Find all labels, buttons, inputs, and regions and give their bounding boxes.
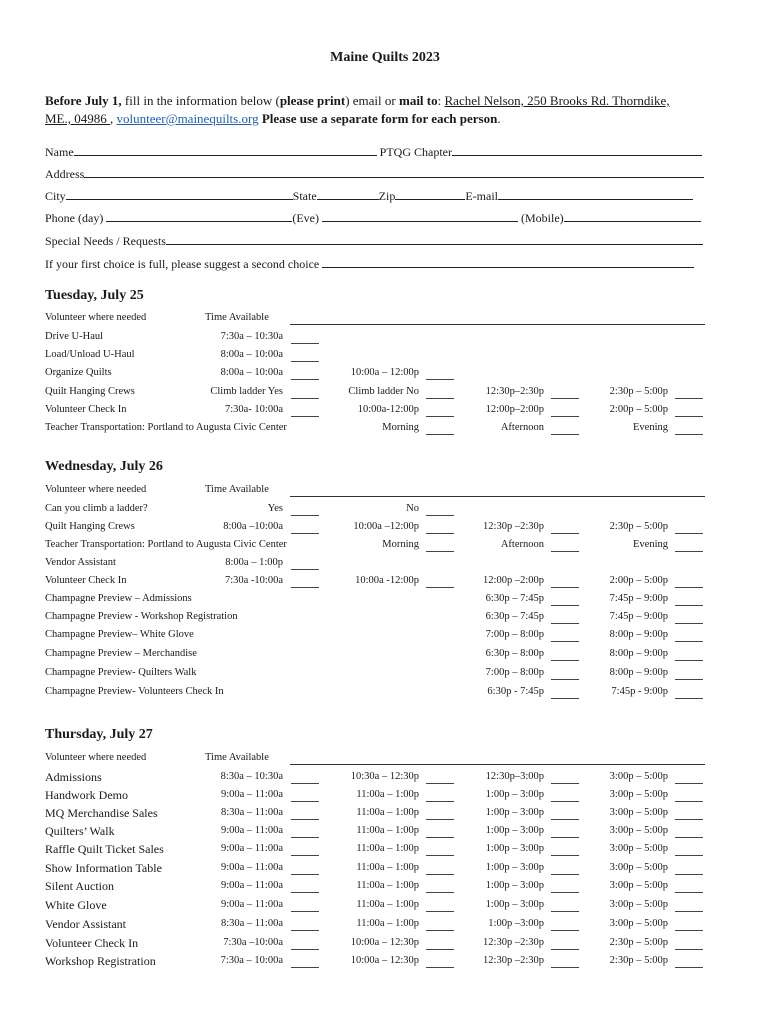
chapter-label: PTQG Chapter — [379, 145, 452, 159]
wednesday-signup-blank[interactable] — [426, 587, 454, 588]
thursday-row-label: White Glove — [45, 898, 107, 912]
wednesday-col-needed: Volunteer where needed — [45, 484, 147, 495]
city-field[interactable] — [66, 198, 293, 200]
wednesday-row-label: Volunteer Check In — [45, 575, 127, 586]
thursday-time-slot: 12:30p –2:30p — [483, 955, 544, 966]
intro-line-1 — [45, 92, 670, 110]
thursday-signup-blank[interactable] — [291, 801, 319, 802]
tuesday-signup-blank[interactable] — [426, 416, 454, 417]
tuesday-signup-blank[interactable] — [291, 398, 319, 399]
thursday-row-label: Show Information Table — [45, 861, 162, 875]
phone-row — [45, 211, 701, 226]
tuesday-signup-blank[interactable] — [551, 398, 579, 399]
wednesday-time-slot: 7:45p – 9:00p — [609, 611, 668, 622]
tuesday-row-label: Volunteer Check In — [45, 404, 127, 415]
thursday-time-slot: 3:00p – 5:00p — [609, 862, 668, 873]
thursday-col-time: Time Available — [205, 752, 269, 763]
name-row — [45, 145, 702, 160]
thursday-time-slot: 9:00a – 11:00a — [220, 862, 283, 873]
intro-text: : — [437, 93, 445, 108]
tuesday-time-slot: Afternoon — [500, 422, 544, 433]
thursday-signup-blank[interactable] — [426, 837, 454, 838]
page-title: Maine Quilts 2023 — [330, 50, 440, 65]
thursday-time-slot: 11:00a – 1:00p — [356, 862, 419, 873]
tuesday-signup-blank[interactable] — [291, 343, 319, 344]
thursday-signup-blank[interactable] — [291, 819, 319, 820]
intro-text: ) email or — [345, 93, 399, 108]
wednesday-signup-blank[interactable] — [675, 533, 703, 534]
thursday-signup-blank[interactable] — [675, 930, 703, 931]
second-choice-label: If your first choice is full, please suggest a second choice — [45, 257, 320, 271]
tuesday-time-slot: Evening — [633, 422, 668, 433]
thursday-row-label: Workshop Registration — [45, 954, 156, 968]
tuesday-signup-blank[interactable] — [551, 416, 579, 417]
thursday-time-slot: 11:00a – 1:00p — [356, 843, 419, 854]
address-field[interactable] — [84, 176, 704, 178]
thursday-time-slot: 12:30p –2:30p — [483, 937, 544, 948]
tuesday-time-slot: 2:00p – 5:00p — [609, 404, 668, 415]
thursday-signup-blank[interactable] — [551, 874, 579, 875]
thursday-time-slot: 2:30p – 5:00p — [609, 937, 668, 948]
thursday-signup-blank[interactable] — [675, 911, 703, 912]
wednesday-signup-blank[interactable] — [291, 515, 319, 516]
tuesday-signup-blank[interactable] — [675, 398, 703, 399]
thursday-time-slot: 1:00p –3:00p — [488, 918, 544, 929]
thursday-signup-blank[interactable] — [675, 949, 703, 950]
thursday-time-slot: 3:00p – 5:00p — [609, 771, 668, 782]
thursday-time-slot: 9:00a – 11:00a — [220, 825, 283, 836]
thursday-time-slot: 8:30a – 10:30a — [220, 771, 283, 782]
thursday-row-label: Admissions — [45, 770, 102, 784]
tuesday-signup-blank[interactable] — [291, 416, 319, 417]
thursday-time-slot: 3:00p – 5:00p — [609, 825, 668, 836]
thursday-signup-blank[interactable] — [551, 949, 579, 950]
thursday-time-slot: 10:00a – 12:30p — [350, 937, 419, 948]
email-label: E-mail — [465, 189, 498, 203]
thursday-time-slot: 10:00a – 12:30p — [350, 955, 419, 966]
tuesday-heading: Tuesday, July 25 — [45, 288, 144, 303]
zip-field[interactable] — [395, 198, 465, 200]
thursday-time-slot: 11:00a – 1:00p — [356, 825, 419, 836]
thursday-time-slot: 1:00p – 3:00p — [485, 825, 544, 836]
phone-mobile-field[interactable] — [564, 220, 701, 222]
thursday-signup-blank[interactable] — [426, 967, 454, 968]
wednesday-time-line — [290, 496, 705, 497]
thursday-time-slot: 11:00a – 1:00p — [356, 789, 419, 800]
thursday-time-slot: 9:00a – 11:00a — [220, 880, 283, 891]
second-choice-row — [45, 257, 694, 272]
intro-line-2 — [45, 110, 501, 128]
special-needs-label: Special Needs / Requests — [45, 234, 166, 248]
wednesday-time-slot: 6:30p – 7:45p — [485, 593, 544, 604]
wednesday-row-label: Champagne Preview- Volunteers Check In — [45, 686, 224, 697]
wednesday-time-slot: Yes — [267, 503, 283, 514]
thursday-signup-blank[interactable] — [675, 819, 703, 820]
thursday-time-slot: 12:30p–3:00p — [485, 771, 544, 782]
wednesday-time-slot: 7:00p – 8:00p — [485, 667, 544, 678]
second-choice-field[interactable] — [322, 266, 694, 268]
wednesday-row-label: Champagne Preview - Workshop Registration — [45, 611, 238, 622]
thursday-signup-blank[interactable] — [291, 949, 319, 950]
tuesday-time-slot: 7:30a- 10:00a — [224, 404, 283, 415]
thursday-signup-blank[interactable] — [675, 837, 703, 838]
separate-form-note: Please use a separate form for each person — [258, 111, 498, 126]
wednesday-signup-blank[interactable] — [675, 698, 703, 699]
wednesday-row-label: Teacher Transportation: Portland to Augusta Civic Center — [45, 539, 287, 550]
email-field[interactable] — [498, 198, 693, 200]
thursday-time-slot: 1:00p – 3:00p — [485, 807, 544, 818]
thursday-signup-blank[interactable] — [675, 892, 703, 893]
thursday-signup-blank[interactable] — [291, 967, 319, 968]
wednesday-row-label: Quilt Hanging Crews — [45, 521, 135, 532]
phone-day-label: Phone (day) — [45, 211, 104, 225]
thursday-row-label: Raffle Quilt Ticket Sales — [45, 842, 164, 856]
thursday-signup-blank[interactable] — [426, 930, 454, 931]
wednesday-time-slot: 8:00a –10:00a — [223, 521, 283, 532]
mailing-address: Rachel Nelson, 250 Brooks Rd. Thorndike, — [444, 93, 670, 108]
thursday-signup-blank[interactable] — [426, 911, 454, 912]
phone-mobile-label: (Mobile) — [520, 211, 564, 225]
thursday-col-needed: Volunteer where needed — [45, 752, 147, 763]
phone-day-field[interactable] — [106, 220, 292, 222]
tuesday-time-slot: 8:00a – 10:00a — [220, 349, 283, 360]
thursday-time-slot: 10:30a – 12:30p — [350, 771, 419, 782]
wednesday-row-label: Champagne Preview – Admissions — [45, 593, 192, 604]
thursday-time-slot: 9:00a – 11:00a — [220, 843, 283, 854]
tuesday-time-slot: 12:00p–2:00p — [485, 404, 544, 415]
thursday-time-slot: 7:30a – 10:00a — [220, 955, 283, 966]
thursday-signup-blank[interactable] — [551, 819, 579, 820]
tuesday-time-slot: 12:30p–2:30p — [485, 386, 544, 397]
thursday-time-slot: 1:00p – 3:00p — [485, 789, 544, 800]
phone-eve-label: (Eve) — [292, 211, 319, 225]
wednesday-signup-blank[interactable] — [426, 551, 454, 552]
wednesday-signup-blank[interactable] — [291, 569, 319, 570]
thursday-time-slot: 9:00a – 11:00a — [220, 789, 283, 800]
tuesday-signup-blank[interactable] — [426, 398, 454, 399]
thursday-row-label: Volunteer Check In — [45, 936, 139, 950]
wednesday-signup-blank[interactable] — [551, 623, 579, 624]
mail-to: mail to — [398, 93, 438, 108]
name-label: Name — [45, 145, 74, 159]
name-field[interactable] — [74, 154, 377, 156]
wednesday-time-slot: 12:00p –2:00p — [483, 575, 544, 586]
tuesday-row-label: Quilt Hanging Crews — [45, 386, 135, 397]
thursday-time-slot: 1:00p – 3:00p — [485, 862, 544, 873]
tuesday-signup-blank[interactable] — [675, 434, 703, 435]
thursday-time-slot: 8:30a – 11:00a — [220, 918, 283, 929]
wednesday-time-slot: 2:30p – 5:00p — [609, 521, 668, 532]
thursday-time-slot: 3:00p – 5:00p — [609, 880, 668, 891]
thursday-row-label: Silent Auction — [45, 879, 114, 893]
wednesday-time-slot: 7:45p - 9:00p — [611, 686, 668, 697]
address-row — [45, 167, 704, 182]
state-field[interactable] — [317, 198, 379, 200]
thursday-signup-blank[interactable] — [675, 783, 703, 784]
city-row — [45, 189, 693, 204]
wednesday-signup-blank[interactable] — [551, 551, 579, 552]
wednesday-time-slot: No — [406, 503, 419, 514]
thursday-row-label: MQ Merchandise Sales — [45, 806, 158, 820]
thursday-signup-blank[interactable] — [291, 837, 319, 838]
wednesday-signup-blank[interactable] — [675, 679, 703, 680]
thursday-signup-blank[interactable] — [551, 930, 579, 931]
thursday-signup-blank[interactable] — [675, 967, 703, 968]
thursday-signup-blank[interactable] — [675, 855, 703, 856]
wednesday-time-slot: 7:00p – 8:00p — [485, 629, 544, 640]
thursday-time-slot: 3:00p – 5:00p — [609, 807, 668, 818]
please-print: please print — [279, 93, 346, 108]
thursday-time-slot: 9:00a – 11:00a — [220, 899, 283, 910]
thursday-signup-blank[interactable] — [291, 930, 319, 931]
tuesday-signup-blank[interactable] — [675, 416, 703, 417]
wednesday-time-slot: 8:00a – 1:00p — [225, 557, 283, 568]
thursday-signup-blank[interactable] — [426, 855, 454, 856]
thursday-time-slot: 3:00p – 5:00p — [609, 789, 668, 800]
thursday-signup-blank[interactable] — [426, 874, 454, 875]
wednesday-row-label: Vendor Assistant — [45, 557, 116, 568]
address-label: Address — [45, 167, 85, 181]
period: . — [497, 111, 501, 126]
tuesday-time-slot: 7:30a – 10:30a — [220, 331, 283, 342]
wednesday-signup-blank[interactable] — [551, 641, 579, 642]
thursday-time-slot: 3:00p – 5:00p — [609, 899, 668, 910]
thursday-row-label: Handwork Demo — [45, 788, 128, 802]
tuesday-signup-blank[interactable] — [291, 361, 319, 362]
email-link[interactable]: volunteer@mainequilts.org — [116, 111, 259, 126]
wednesday-row-label: Can you climb a ladder? — [45, 503, 148, 514]
city-label: City — [45, 189, 66, 203]
wednesday-heading: Wednesday, July 26 — [45, 459, 163, 474]
wednesday-time-slot: 6:30p – 8:00p — [485, 648, 544, 659]
wednesday-signup-blank[interactable] — [551, 679, 579, 680]
wednesday-signup-blank[interactable] — [551, 698, 579, 699]
thursday-time-slot: 7:30a –10:00a — [223, 937, 283, 948]
thursday-time-slot: 8:30a – 11:00a — [220, 807, 283, 818]
tuesday-row-label: Teacher Transportation: Portland to Augusta Civic Center — [45, 422, 287, 433]
chapter-field[interactable] — [452, 154, 702, 156]
thursday-time-slot: 3:00p – 5:00p — [609, 918, 668, 929]
deadline: Before July 1, — [45, 93, 122, 108]
thursday-time-slot: 2:30p – 5:00p — [609, 955, 668, 966]
wednesday-row-label: Champagne Preview – Merchandise — [45, 648, 197, 659]
wednesday-time-slot: 6:30p - 7:45p — [487, 686, 544, 697]
thursday-time-slot: 1:00p – 3:00p — [485, 899, 544, 910]
thursday-signup-blank[interactable] — [551, 837, 579, 838]
thursday-signup-blank[interactable] — [426, 801, 454, 802]
wednesday-time-slot: 8:00p – 9:00p — [609, 629, 668, 640]
tuesday-time-slot: 10:00a – 12:00p — [350, 367, 419, 378]
thursday-time-slot: 3:00p – 5:00p — [609, 843, 668, 854]
thursday-signup-blank[interactable] — [426, 819, 454, 820]
thursday-signup-blank[interactable] — [426, 783, 454, 784]
thursday-signup-blank[interactable] — [551, 911, 579, 912]
wednesday-time-slot: 12:30p –2:30p — [483, 521, 544, 532]
wednesday-time-slot: 8:00p – 9:00p — [609, 648, 668, 659]
wednesday-row-label: Champagne Preview– White Glove — [45, 629, 194, 640]
wednesday-time-slot: 10:00a -12:00p — [355, 575, 419, 586]
wednesday-time-slot: 7:45p – 9:00p — [609, 593, 668, 604]
wednesday-signup-blank[interactable] — [551, 533, 579, 534]
mailing-address-2: ME., 04986 — [45, 111, 110, 126]
wednesday-row-label: Champagne Preview- Quilters Walk — [45, 667, 197, 678]
thursday-signup-blank[interactable] — [291, 892, 319, 893]
tuesday-row-label: Load/Unload U-Haul — [45, 349, 135, 360]
phone-eve-field[interactable] — [322, 220, 518, 222]
wednesday-signup-blank[interactable] — [291, 587, 319, 588]
thursday-signup-blank[interactable] — [426, 949, 454, 950]
thursday-time-slot: 1:00p – 3:00p — [485, 880, 544, 891]
tuesday-signup-blank[interactable] — [426, 379, 454, 380]
tuesday-time-slot: Climb ladder Yes — [210, 386, 283, 397]
special-needs-field[interactable] — [166, 243, 703, 245]
thursday-heading: Thursday, July 27 — [45, 727, 153, 742]
tuesday-time-slot: 2:30p – 5:00p — [609, 386, 668, 397]
wednesday-time-slot: 2:00p – 5:00p — [609, 575, 668, 586]
thursday-signup-blank[interactable] — [551, 783, 579, 784]
wednesday-time-slot: Morning — [382, 539, 419, 550]
thursday-time-slot: 11:00a – 1:00p — [356, 899, 419, 910]
tuesday-signup-blank[interactable] — [551, 434, 579, 435]
wednesday-signup-blank[interactable] — [675, 605, 703, 606]
tuesday-time-slot: Climb ladder No — [348, 386, 419, 397]
wednesday-signup-blank[interactable] — [291, 533, 319, 534]
zip-label: Zip — [378, 189, 396, 203]
wednesday-col-time: Time Available — [205, 484, 269, 495]
thursday-row-label: Quilters’ Walk — [45, 824, 115, 838]
tuesday-row-label: Organize Quilts — [45, 367, 112, 378]
thursday-time-slot: 11:00a – 1:00p — [356, 880, 419, 891]
wednesday-signup-blank[interactable] — [675, 623, 703, 624]
wednesday-time-slot: 6:30p – 7:45p — [485, 611, 544, 622]
thursday-row-label: Vendor Assistant — [45, 917, 126, 931]
wednesday-time-slot: 10:00a –12:00p — [353, 521, 419, 532]
tuesday-time-slot: 10:00a-12:00p — [357, 404, 419, 415]
thursday-signup-blank[interactable] — [426, 892, 454, 893]
thursday-time-slot: 11:00a – 1:00p — [356, 918, 419, 929]
wednesday-time-slot: 7:30a -10:00a — [224, 575, 283, 586]
separator: , — [110, 111, 117, 126]
thursday-signup-blank[interactable] — [291, 874, 319, 875]
wednesday-signup-blank[interactable] — [551, 587, 579, 588]
thursday-signup-blank[interactable] — [675, 874, 703, 875]
wednesday-signup-blank[interactable] — [426, 515, 454, 516]
tuesday-time-slot: Morning — [382, 422, 419, 433]
wednesday-signup-blank[interactable] — [675, 587, 703, 588]
wednesday-signup-blank[interactable] — [426, 533, 454, 534]
wednesday-time-slot: Afternoon — [500, 539, 544, 550]
wednesday-time-slot: Evening — [633, 539, 668, 550]
wednesday-signup-blank[interactable] — [551, 605, 579, 606]
wednesday-signup-blank[interactable] — [675, 641, 703, 642]
thursday-signup-blank[interactable] — [291, 911, 319, 912]
special-needs-row — [45, 234, 703, 249]
wednesday-signup-blank[interactable] — [675, 660, 703, 661]
wednesday-signup-blank[interactable] — [675, 551, 703, 552]
thursday-time-slot: 1:00p – 3:00p — [485, 843, 544, 854]
wednesday-signup-blank[interactable] — [551, 660, 579, 661]
thursday-time-slot: 11:00a – 1:00p — [356, 807, 419, 818]
tuesday-row-label: Drive U-Haul — [45, 331, 104, 342]
tuesday-signup-blank[interactable] — [426, 434, 454, 435]
wednesday-time-slot: 8:00p – 9:00p — [609, 667, 668, 678]
intro-text: fill in the information below ( — [121, 93, 280, 108]
thursday-signup-blank[interactable] — [551, 855, 579, 856]
tuesday-col-needed: Volunteer where needed — [45, 312, 147, 323]
thursday-signup-blank[interactable] — [675, 801, 703, 802]
thursday-time-line — [290, 764, 705, 765]
state-label: State — [292, 189, 317, 203]
thursday-signup-blank[interactable] — [291, 783, 319, 784]
thursday-signup-blank[interactable] — [551, 892, 579, 893]
thursday-signup-blank[interactable] — [291, 855, 319, 856]
tuesday-time-line — [290, 324, 705, 325]
tuesday-time-slot: 8:00a – 10:00a — [220, 367, 283, 378]
thursday-signup-blank[interactable] — [551, 967, 579, 968]
tuesday-signup-blank[interactable] — [291, 379, 319, 380]
thursday-signup-blank[interactable] — [551, 801, 579, 802]
tuesday-col-time: Time Available — [205, 312, 269, 323]
